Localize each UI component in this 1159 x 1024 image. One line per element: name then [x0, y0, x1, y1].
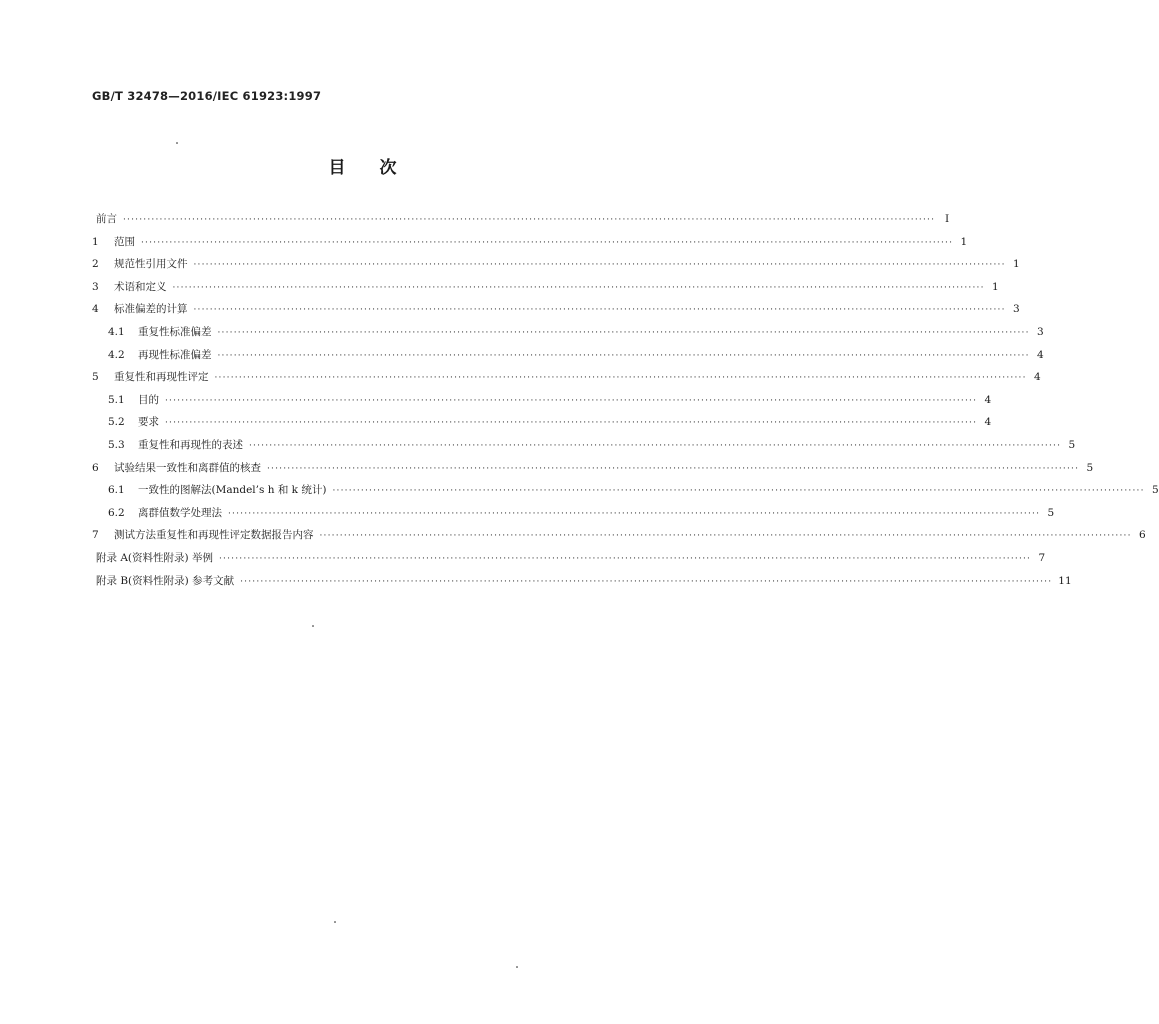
toc-entry-number: 5.1 [108, 393, 125, 406]
toc-entry[interactable] [92, 208, 950, 231]
toc-title [0, 153, 725, 178]
toc-entry[interactable] [92, 524, 1146, 547]
toc-leader-dots: ········································································································································································································ [193, 305, 1006, 316]
toc-leader-dots: ········································································································································································································ [240, 576, 1053, 587]
toc-entry-number: 2 [92, 258, 99, 271]
toc-title-part2: 次 [379, 158, 397, 178]
toc-entry[interactable] [92, 479, 1159, 502]
toc-leader-dots: ········································································································································································································ [267, 463, 1080, 474]
toc-leader-dots: ········································································································································································································ [193, 260, 1006, 271]
toc-entry-number: 6.2 [108, 506, 125, 519]
toc-leader-dots: ········································································································································································································ [214, 373, 1027, 384]
toc-entry-label: 重复性标准偏差 [138, 325, 212, 338]
toc-entry[interactable] [92, 366, 1041, 389]
toc-entry-page: 3 [1036, 325, 1044, 338]
toc-entry-label: 标准偏差的计算 [114, 303, 188, 316]
toc-entry[interactable] [92, 434, 1076, 457]
toc-entry-page: 11 [1058, 574, 1072, 587]
toc-entry-page: 7 [1038, 551, 1046, 564]
toc-entry-label: 目的 [138, 393, 159, 406]
toc-entry-number: 5 [92, 371, 99, 384]
toc-entry[interactable] [92, 457, 1094, 480]
toc-entry-label: 附录 B(资料性附录) 参考文献 [96, 574, 235, 587]
toc-entry[interactable] [92, 389, 992, 412]
toc-leader-dots: ········································································································································································································ [165, 395, 978, 406]
toc-entry-page: Ⅰ [945, 213, 950, 225]
toc-leader-dots: ········································································································································································································ [165, 418, 978, 429]
toc-entry-label: 范围 [114, 235, 135, 248]
toc-entry-number: 7 [92, 529, 99, 542]
standard-number-header: GB/T 32478—2016/IEC 61923:1997 [92, 89, 322, 103]
toc-entry-number: 6.1 [108, 484, 125, 497]
toc-entry-page: 1 [1012, 258, 1020, 271]
toc-entry-label: 术语和定义 [114, 280, 167, 293]
toc-entry-label: 要求 [138, 416, 159, 429]
toc-entry[interactable] [92, 570, 1072, 593]
toc-entry[interactable] [92, 344, 1044, 367]
toc-entry-page: 4 [984, 393, 992, 406]
toc-leader-dots: ········································································································································································································ [218, 553, 1032, 564]
toc-entry-label: 试验结果一致性和离群值的核查 [114, 461, 261, 474]
scan-speck [312, 625, 314, 627]
toc-entry-page: 1 [960, 235, 968, 248]
toc-entry-label: 一致性的图解法(Mandel’s h 和 k 统计) [138, 484, 327, 497]
toc-leader-dots: ········································································································································································································ [319, 531, 1132, 542]
toc-entry-label: 离群值数学处理法 [138, 506, 222, 519]
toc-leader-dots: ········································································································································································································ [249, 440, 1062, 451]
toc-leader-dots: ········································································································································································································ [172, 282, 985, 293]
toc-entry-page: 4 [1036, 348, 1044, 361]
toc-entry-number: 5.2 [108, 416, 125, 429]
toc-entry-number: 4.2 [108, 348, 125, 361]
toc-title-part1: 目 [328, 158, 346, 178]
toc-entry-number: 3 [92, 280, 99, 293]
toc-entry[interactable] [92, 411, 992, 434]
toc-entry-number: 1 [92, 235, 99, 248]
toc-leader-dots: ········································································································································································································ [123, 215, 936, 225]
toc-entry-page: 1 [991, 280, 999, 293]
toc-entry-page: 6 [1138, 529, 1146, 542]
toc-entry-page: 5 [1068, 438, 1076, 451]
toc-entry[interactable] [92, 253, 1020, 276]
toc-entry[interactable] [92, 547, 1046, 570]
scan-speck [516, 966, 518, 968]
scan-speck [334, 921, 336, 923]
toc-entry-label: 前言 [96, 213, 117, 225]
toc-leader-dots: ········································································································································································································ [217, 350, 1030, 361]
toc-entry-label: 规范性引用文件 [114, 258, 188, 271]
scan-speck [176, 142, 178, 144]
toc-entry-number: 4 [92, 303, 99, 316]
table-of-contents [92, 208, 1159, 592]
toc-entry-number: 6 [92, 461, 99, 474]
toc-entry-label: 测试方法重复性和再现性评定数据报告内容 [114, 529, 314, 542]
toc-leader-dots: ········································································································································································································ [332, 486, 1145, 497]
toc-entry[interactable] [92, 231, 968, 254]
toc-entry[interactable] [92, 298, 1020, 321]
toc-entry-page: 5 [1047, 506, 1055, 519]
toc-entry[interactable] [92, 321, 1044, 344]
toc-entry-label: 重复性和再现性的表述 [138, 438, 243, 451]
toc-entry-page: 5 [1151, 484, 1159, 497]
toc-entry-number: 4.1 [108, 325, 125, 338]
toc-entry-page: 5 [1086, 461, 1094, 474]
toc-leader-dots: ········································································································································································································ [228, 508, 1041, 519]
toc-entry-page: 3 [1012, 303, 1020, 316]
toc-entry-number: 5.3 [108, 438, 125, 451]
toc-entry-label: 附录 A(资料性附录) 举例 [96, 551, 213, 564]
toc-leader-dots: ········································································································································································································ [141, 237, 954, 248]
toc-entry[interactable] [92, 502, 1055, 525]
toc-entry-page: 4 [1033, 371, 1041, 384]
toc-entry-page: 4 [984, 416, 992, 429]
toc-entry-label: 再现性标准偏差 [138, 348, 212, 361]
toc-entry[interactable] [92, 276, 999, 299]
toc-entry-label: 重复性和再现性评定 [114, 371, 209, 384]
toc-leader-dots: ········································································································································································································ [217, 327, 1030, 338]
